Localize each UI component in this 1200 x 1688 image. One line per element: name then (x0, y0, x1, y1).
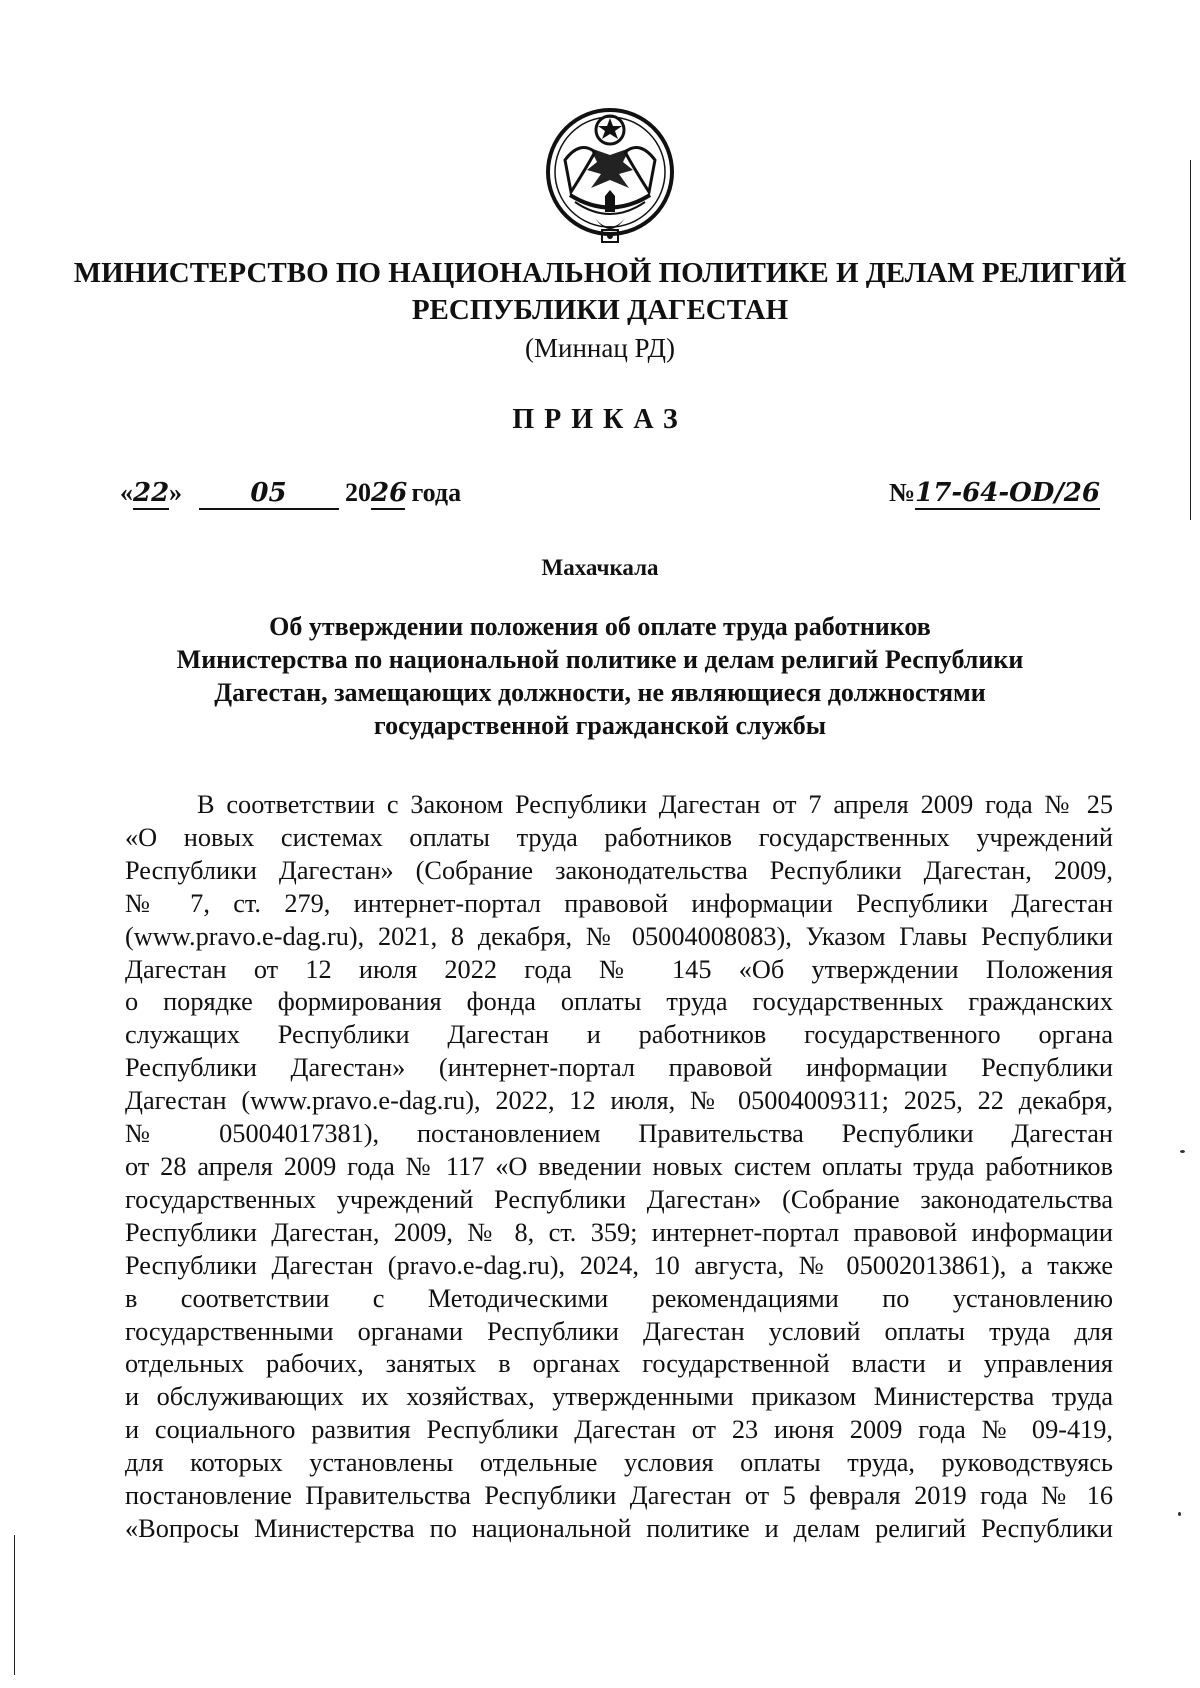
body-line: «Вопросы Министерства по национальной политике и делам религий Республики (125, 1513, 1113, 1543)
body-line: отдельных рабочих, занятых в органах государственной власти и управления (125, 1349, 1113, 1379)
subject-line: Об утверждении положения об оплате труда работников (269, 612, 931, 641)
body-line: государственных учреждений Республики Дагестан» (Собрание законодательства (125, 1184, 1113, 1214)
body-line: в соответствии с Методическими рекомендациями по установлению (125, 1283, 1113, 1313)
date-year-word: года (411, 478, 462, 507)
order-subject (120, 610, 1080, 742)
date-day: 22 (133, 478, 170, 508)
body-line: Дагестан от 12 июля 2022 года № 145 «Об утверждении Положения (125, 954, 1113, 984)
ministry-abbreviation: (Миннац РД) (525, 333, 675, 363)
body-line: Республики Дагестан» (Собрание законодательства Республики Дагестан, 2009, (125, 855, 1113, 885)
scan-edge-line (14, 1535, 15, 1675)
date-number-row (120, 478, 1100, 518)
body-line: Республики Дагестан, 2009, № 8, ст. 359; интернет-портал правовой информации (125, 1217, 1113, 1247)
date-month: 05 (199, 478, 339, 510)
body-line: Республики Дагестан (pravo.e-dag.ru), 2024, 10 августа, № 05002013861), а также (125, 1250, 1113, 1280)
date-year-suffix: 26 (371, 478, 408, 508)
order-date (120, 478, 461, 510)
body-line: государственными органами Республики Дагестан условий оплаты труда для (125, 1316, 1113, 1346)
body-line: служащих Республики Дагестан и работников государственного органа (125, 1020, 1113, 1050)
body-line: от 28 апреля 2009 года № 117 «О введении новых систем оплаты труда работников (125, 1151, 1113, 1181)
subject-line: государственной гражданской службы (373, 711, 827, 740)
body-line: Республики Дагестан» (интернет-портал правовой информации Республики (125, 1053, 1113, 1083)
body-line: и обслуживающих их хозяйствах, утвержденными приказом Министерства труда (125, 1382, 1113, 1412)
body-line: постановление Правительства Республики Дагестан от 5 февраля 2019 года № 16 (125, 1481, 1113, 1511)
body-line: № 05004017381), постановлением Правительства Республики Дагестан (125, 1119, 1113, 1149)
body-line: и социального развития Республики Дагестан от 23 июня 2009 года № 09-419, (125, 1415, 1113, 1445)
ministry-name-line2: РЕСПУБЛИКИ ДАГЕСТАН (411, 294, 789, 326)
order-number (889, 478, 1100, 510)
number-prefix: № (889, 478, 916, 507)
document-type-title: ПРИКАЗ (512, 404, 688, 435)
order-body-paragraph (125, 789, 1113, 1546)
number-value: 17-64-OD/26 (915, 478, 1100, 508)
coat-of-arms-emblem (535, 100, 685, 250)
body-line: «О новых системах оплаты труда работников государственных учреждений (125, 822, 1113, 852)
city-name: Махачкала (541, 555, 659, 580)
ministry-name-line1: МИНИСТЕРСТВО ПО НАЦИОНАЛЬНОЙ ПОЛИТИКЕ И ДЕЛАМ РЕЛИГИЙ (73, 257, 1127, 289)
subject-line: Министерства по национальной политике и делам религий Республики (176, 645, 1024, 674)
subject-line: Дагестан, замещающих должности, не являющиеся должностями (214, 678, 986, 707)
date-open-quote: « (120, 478, 133, 507)
body-line: В соответствии с Законом Республики Дагестан от 7 апреля 2009 года № 25 (197, 790, 1113, 819)
scan-speck (1178, 1512, 1181, 1516)
date-close-quote: » (169, 478, 182, 507)
body-line: (www.pravo.e-dag.ru), 2021, 8 декабря, № 05004008083), Указом Главы Республики (125, 921, 1113, 951)
body-line: о порядке формирования фонда оплаты труда государственных гражданских (125, 987, 1113, 1017)
body-line: для которых установлены отдельные условия оплаты труда, руководствуясь (125, 1448, 1113, 1478)
body-line: № 7, ст. 279, интернет-портал правовой информации Республики Дагестан (125, 888, 1113, 918)
body-line: Дагестан (www.pravo.e-dag.ru), 2022, 12 июля, № 05004009311; 2025, 22 декабря, (125, 1086, 1113, 1116)
scan-edge-line (1190, 160, 1191, 520)
date-year-prefix: 20 (345, 478, 371, 507)
scan-speck (1180, 1150, 1185, 1153)
